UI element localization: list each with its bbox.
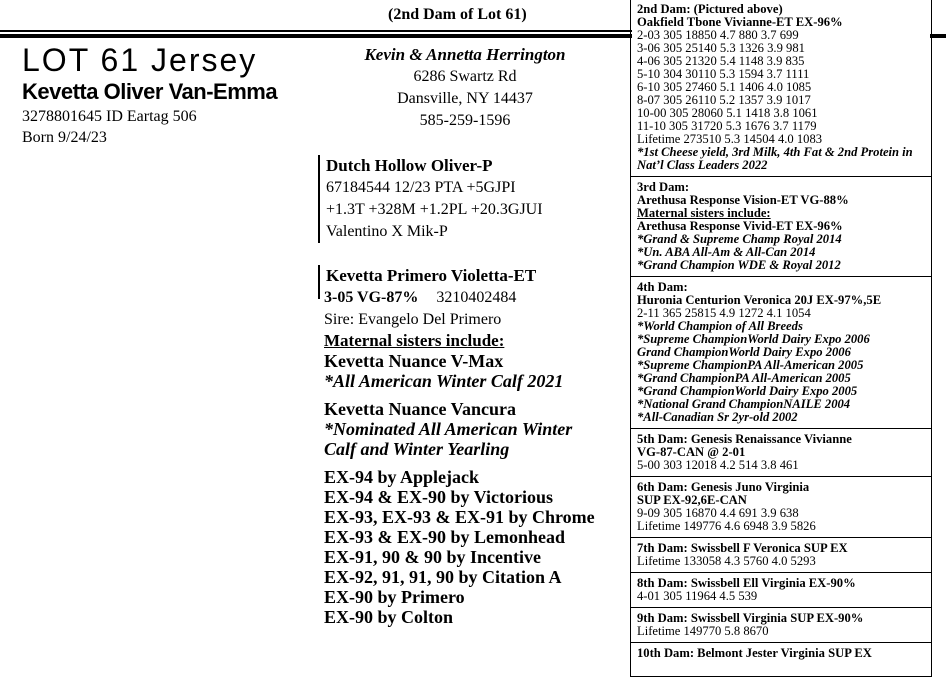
dam5-class: VG-87-CAN @ 2-01 xyxy=(637,445,746,459)
ex-item: EX-94 by Applejack xyxy=(324,467,480,487)
dam3-name: Arethusa Response Vision-ET VG-88% xyxy=(637,193,849,207)
dam7-heading: 7th Dam: Swissbell F Veronica SUP EX xyxy=(637,541,848,555)
sister-2-note-1: *Nominated All American Winter xyxy=(324,419,573,439)
top-rule-right xyxy=(930,34,946,38)
dam3-note: *Un. ABA All-Am & All-Can 2014 xyxy=(637,245,816,259)
dam2-record: 2-03 305 18850 4.7 880 3.7 699 xyxy=(637,28,799,42)
dam7-record: Lifetime 133058 4.3 5760 4.0 5293 xyxy=(637,554,816,568)
dam2-note: *1st Cheese yield, 3rd Milk, 4th Fat & 2nd Protein in Nat’l Class Leaders 2022 xyxy=(637,145,913,172)
sister-2-note-2: Calf and Winter Yearling xyxy=(324,439,510,459)
pedigree-text xyxy=(637,3,932,660)
sister-1-name: Kevetta Nuance V-Max xyxy=(324,351,504,371)
sister-2-name: Kevetta Nuance Vancura xyxy=(324,399,516,419)
owner-phone: 585-259-1596 xyxy=(419,112,511,129)
dam3-note: *Grand & Supreme Champ Royal 2014 xyxy=(637,232,842,246)
ex-item: EX-93 & EX-90 by Lemonhead xyxy=(324,527,566,547)
dam2-caption: (2nd Dam of Lot 61) xyxy=(388,6,527,23)
animal-registration: 3278801645 ID Eartag 506 xyxy=(22,108,197,125)
dam6-heading: 6th Dam: Genesis Juno Virginia xyxy=(637,480,810,494)
dam2-record: 3-06 305 25140 5.3 1326 3.9 981 xyxy=(637,41,805,55)
dam5-record: 5-00 303 12018 4.2 514 3.8 461 xyxy=(637,458,799,472)
dam8-section xyxy=(630,572,932,603)
owner-block xyxy=(335,44,595,132)
ex-item: EX-90 by Colton xyxy=(324,607,454,627)
sister-1-note: *All American Winter Calf 2021 xyxy=(324,371,564,391)
dam-classification: 3-05 VG-87% xyxy=(324,289,419,306)
owner-name: Kevin & Annetta Herrington xyxy=(364,45,566,64)
ex-item: EX-93, EX-93 & EX-91 by Chrome xyxy=(324,507,595,527)
ex-item: EX-90 by Primero xyxy=(324,587,465,607)
dam5-heading: 5th Dam: Genesis Renaissance Vivianne xyxy=(637,432,852,446)
dam3-sister: Arethusa Response Vivid-ET EX-96% xyxy=(637,219,843,233)
dam4-section xyxy=(630,276,932,424)
dam5-section xyxy=(630,428,932,472)
dam-registration: 3210402484 xyxy=(436,289,517,306)
dam7-section xyxy=(630,537,932,568)
dam4-note: *Supreme ChampionPA All-American 2005 xyxy=(637,358,864,372)
dam2-record: 8-07 305 26110 5.2 1357 3.9 1017 xyxy=(637,93,811,107)
ex-item: EX-91, 90 & 90 by Incentive xyxy=(324,547,541,567)
dam2-record: 10-00 305 28060 5.1 1418 3.8 1061 xyxy=(637,106,818,120)
dam9-record: Lifetime 149770 5.8 8670 xyxy=(637,624,769,638)
ex-item: EX-92, 91, 91, 90 by Citation A xyxy=(324,567,562,587)
dam2-heading: 2nd Dam: (Pictured above) xyxy=(637,2,783,16)
sire-name: Dutch Hollow Oliver-P xyxy=(326,156,493,175)
dam3-heading: 3rd Dam: xyxy=(637,180,690,194)
dam8-record: 4-01 305 11964 4.5 539 xyxy=(637,589,758,603)
dam4-note: *Grand ChampionWorld Dairy Expo 2005 xyxy=(637,384,858,398)
dam2-record: 6-10 305 27460 5.1 1406 4.0 1085 xyxy=(637,80,812,94)
dam6-record: Lifetime 149776 4.6 6948 3.9 5826 xyxy=(637,519,816,533)
dam8-heading: 8th Dam: Swissbell Ell Virginia EX-90% xyxy=(637,576,856,590)
dam4-heading: 4th Dam: xyxy=(637,280,688,294)
dam-sire-line: Sire: Evangelo Del Primero xyxy=(324,311,502,328)
sire-block xyxy=(318,155,626,243)
dam3-note: *Grand Champion WDE & Royal 2012 xyxy=(637,258,841,272)
owner-street: 6286 Swartz Rd xyxy=(413,68,517,85)
dam10-section xyxy=(630,642,932,660)
dam2-record: 5-10 304 30110 5.3 1594 3.7 1111 xyxy=(637,67,810,81)
dam9-heading: 9th Dam: Swissbell Virginia SUP EX-90% xyxy=(637,611,864,625)
ex-item: EX-94 & EX-90 by Victorious xyxy=(324,487,553,507)
dam6-record: 9-09 305 16870 4.4 691 3.9 638 xyxy=(637,506,799,520)
dam4-note: *All-Canadian Sr 2yr-old 2002 xyxy=(637,410,798,424)
dam2-section xyxy=(630,3,932,172)
sire-line-3: Valentino X Mik-P xyxy=(326,223,448,240)
ex-list xyxy=(324,467,619,627)
dam2-record: 4-06 305 21320 5.4 1148 3.9 835 xyxy=(637,54,805,68)
animal-born: Born 9/24/23 xyxy=(22,129,107,146)
dam4-record: 2-11 365 25815 4.9 1272 4.1 1054 xyxy=(637,306,811,320)
dam-classification-row xyxy=(324,287,619,309)
dam3-sisters-heading: Maternal sisters include: xyxy=(637,206,771,220)
dam9-section xyxy=(630,607,932,638)
lot-title: LOT 61 Jersey xyxy=(22,42,258,78)
dam6-class: SUP EX-92,6E-CAN xyxy=(637,493,747,507)
dam2-record: 11-10 305 31720 5.3 1676 3.7 1179 xyxy=(637,119,817,133)
dam-details xyxy=(324,287,619,627)
sire-line-1: 67184544 12/23 PTA +5GJPI xyxy=(326,179,516,196)
animal-name: Kevetta Oliver Van-Emma xyxy=(22,79,278,104)
sire-line-2: +1.3T +328M +1.2PL +20.3GJUI xyxy=(326,201,543,218)
dam10-heading: 10th Dam: Belmont Jester Virginia SUP EX xyxy=(637,646,872,660)
animal-ids xyxy=(22,106,197,148)
dam2-name: Oakfield Tbone Vivianne-ET EX-96% xyxy=(637,15,843,29)
top-rule-left xyxy=(0,30,632,32)
dam2-record: Lifetime 273510 5.3 14504 4.0 1083 xyxy=(637,132,823,146)
dam3-section xyxy=(630,176,932,272)
top-rule-left-thick xyxy=(0,34,632,38)
dam-name: Kevetta Primero Violetta-ET xyxy=(326,266,537,285)
dam4-name: Huronia Centurion Veronica 20J EX-97%,5E xyxy=(637,293,882,307)
dam4-note: *National Grand ChampionNAILE 2004 xyxy=(637,397,851,411)
maternal-sisters-heading: Maternal sisters include: xyxy=(324,331,505,350)
dam6-section xyxy=(630,476,932,533)
dam4-note: Grand ChampionWorld Dairy Expo 2006 xyxy=(637,345,851,359)
dam4-note: *Supreme ChampionWorld Dairy Expo 2006 xyxy=(637,332,870,346)
dam4-note: *Grand ChampionPA All-American 2005 xyxy=(637,371,851,385)
dam4-note: *World Champion of All Breeds xyxy=(637,319,803,333)
owner-city: Dansville, NY 14437 xyxy=(397,90,533,107)
